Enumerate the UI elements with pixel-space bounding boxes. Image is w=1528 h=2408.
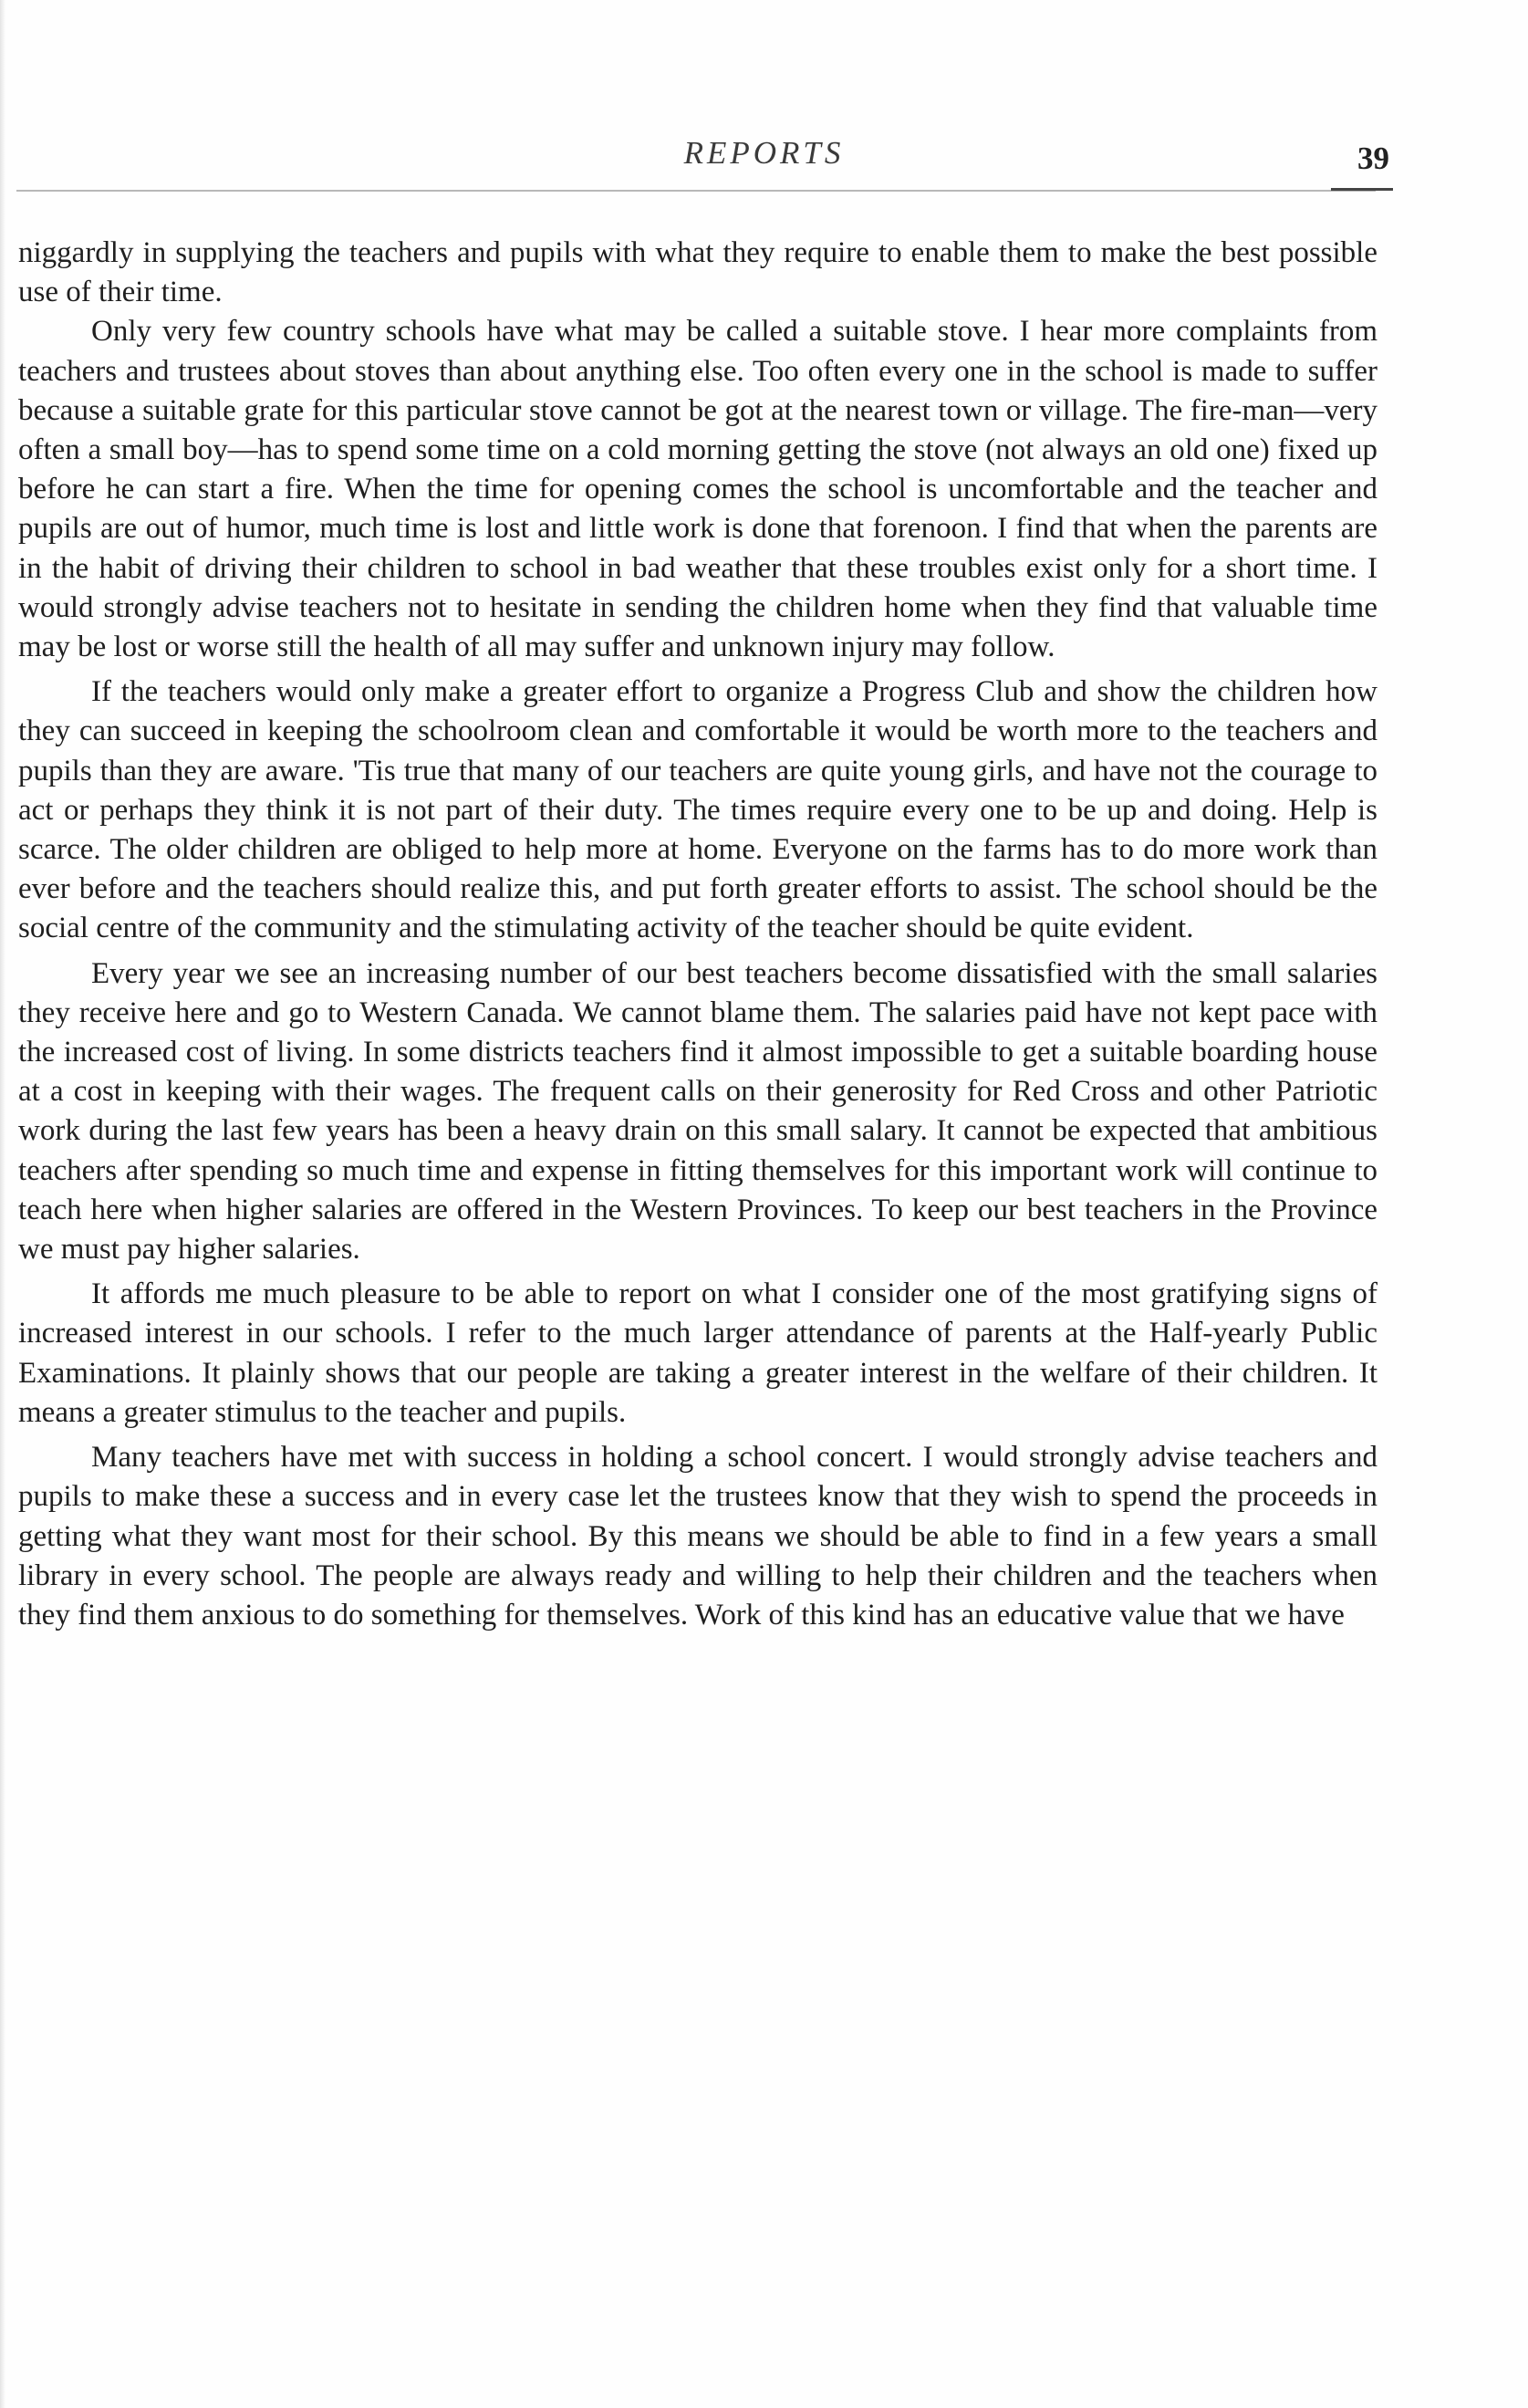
paragraph-examinations: It affords me much pleasure to be able to report on what I consider one of the most gratifying signs of increased interest in our schools. I refer to the much larger attendance of parents at the Half-yearly Public Examinations. It plainly shows that our people are taking a greater interest in the welfare of their children. It means a greater stimulus to the teacher and pupils. [18, 1277, 1377, 1429]
paragraph-salaries: Every year we see an increasing number of our best teachers become dissatisfied with the small salaries they receive here and go to Western Canada. We cannot blame them. The salaries paid have not kept pace with the increased cost of living. In some districts teachers find it almost impossible to get a suitable boarding house at a cost in keeping with their wages. The frequent calls on their generosity for Red Cross and other Patriotic work during the last few years has been a heavy drain on this small salary. It cannot be expected that ambitious teachers after spending so much time and expense in fitting themselves for this important work will continue to teach here when higher salaries are offered in the Western Provinces. To keep our best teachers in the Province we must pay higher salaries. [18, 956, 1377, 1267]
paragraph-continuation: niggardly in supplying the teachers and pupils with what they require to enable them to make the best possible use of their time. [18, 236, 1377, 309]
paragraph-stoves: Only very few country schools have what may be called a suitable stove. I hear more complaints from teachers and trustees about stoves than about anything else. Too often every one in the school is made to suffer because a suitable grate for this particular stove cannot be got at the nearest town or village. The fire-man—very often a small boy—has to spend some time on a cold morning getting the stove (not always an old one) fixed up before he can start a fire. When the time for opening comes the school is uncomfortable and the teacher and pupils are out of humor, much time is lost and little work is done that forenoon. I find that when the parents are in the habit of driving their children to school in bad weather that these troubles exist only for a short time. I would strongly advise teachers not to hesitate in sending the children home when they find that valuable time may be lost or worse still the health of all may suffer and unknown injury may follow. [18, 315, 1377, 664]
scan-edge-shadow [0, 0, 5, 2408]
running-title: REPORTS [683, 135, 845, 171]
body-text [18, 234, 1377, 1635]
header-rule [16, 190, 1376, 192]
page-number-rule [1331, 188, 1393, 191]
paragraph-school-concert: Many teachers have met with success in holding a school concert. I would strongly advise teachers and pupils to make these a success and in every case let the trustees know that they wish to spend the proceeds in getting what they want most for their school. By this means we should be able to find in a few years a small library in every school. The people are always ready and willing to help their children and the teachers when they find them anxious to do something for themselves. Work of this kind has an educative value that we have [18, 1441, 1377, 1631]
paragraph-progress-club: If the teachers would only make a greater effort to organize a Progress Club and show the children how they can succeed in keeping the schoolroom clean and comfortable it would be worth more to the teachers and pupils than they are aware. 'Tis true that many of our teachers are quite young girls, and have not the courage to act or perhaps they think it is not part of their duty. The times require every one to be up and doing. Help is scarce. The older children are obliged to help more at home. Everyone on the farms has to do more work than ever before and the teachers should realize this, and put forth greater efforts to assist. The school should be the social centre of the community and the stimulating activity of the teacher should be quite evident. [18, 675, 1377, 945]
page-number: 39 [1357, 141, 1389, 176]
running-header [0, 135, 1528, 190]
